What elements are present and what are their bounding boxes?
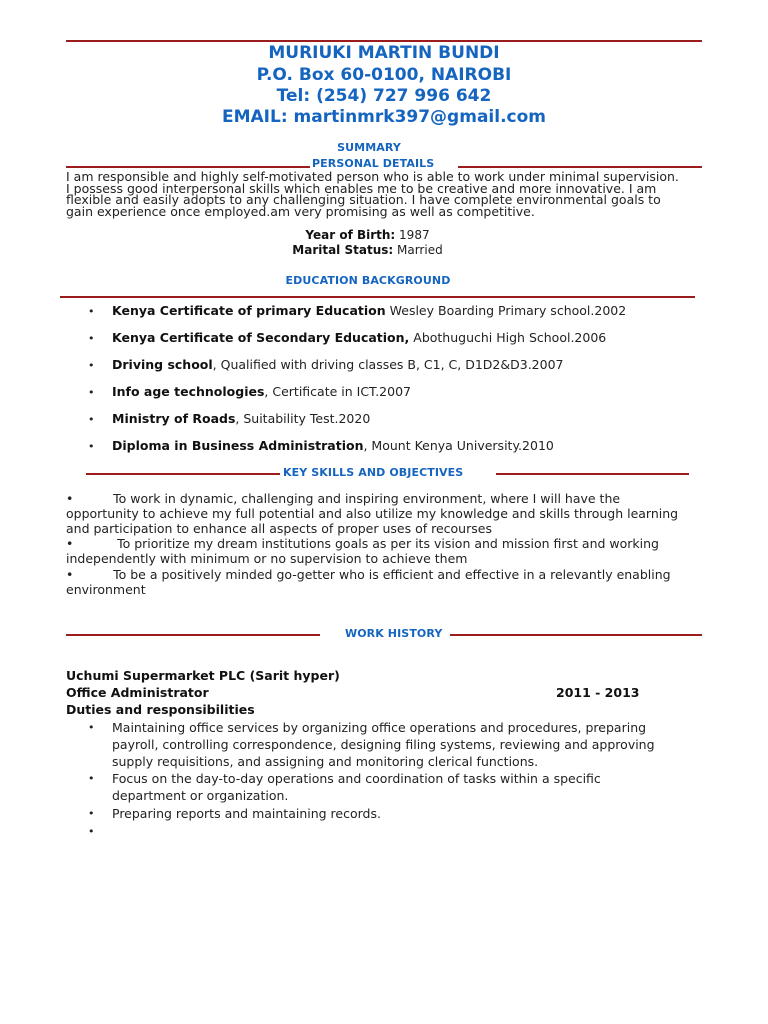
candidate-name: MURIUKI MARTIN BUNDI bbox=[268, 43, 500, 63]
company-name: Uchumi Supermarket PLC (Sarit hyper) bbox=[66, 668, 340, 683]
skill-item: • To be a positively minded go-getter who is efficient and effective in a relevantly enabling environment bbox=[66, 567, 671, 597]
header-top-rule bbox=[66, 40, 702, 42]
education-item: • Kenya Certificate of Secondary Education, Abothuguchi High School.2006 bbox=[88, 330, 607, 345]
skill-item: • To work in dynamic, challenging and inspiring environment, where I will have the opportunity to achieve my full potential and also utilize my knowledge and skills through learning and participation to enhance all aspects of proper uses of recourses bbox=[66, 491, 679, 536]
summary-paragraph bbox=[66, 171, 706, 217]
personal-details-heading: PERSONAL DETAILS bbox=[312, 157, 435, 170]
education-item: • Ministry of Roads, Suitability Test.2020 bbox=[88, 411, 371, 426]
duty-item: • Focus on the day-to-day operations and coordination of tasks within a specific department or organization. bbox=[88, 771, 601, 803]
marital-status bbox=[0, 243, 735, 257]
email[interactable]: EMAIL: martinmrk397@gmail.com bbox=[221, 107, 546, 127]
summary-line: I possess good interpersonal skills which enables me to be creative and more innovative. I am bbox=[66, 180, 657, 196]
summary-heading: SUMMARY bbox=[337, 141, 401, 154]
skills-heading: KEY SKILLS AND OBJECTIVES bbox=[283, 466, 464, 479]
work-rule-left bbox=[66, 634, 320, 636]
job-years: 2011 - 2013 bbox=[556, 685, 640, 700]
marital-status-value: Married bbox=[393, 243, 443, 257]
summary-line: I am responsible and highly self-motivated person who is able to work under minimal supervision. bbox=[66, 169, 679, 184]
skills-rule-left bbox=[86, 473, 280, 475]
summary-line: gain experience once employed.am very promising as well as competitive. bbox=[66, 203, 535, 219]
education-item: • Kenya Certificate of primary Education Wesley Boarding Primary school.2002 bbox=[88, 303, 627, 318]
education-item: • Driving school, Qualified with driving classes B, C1, C, D1D2&D3.2007 bbox=[88, 357, 564, 372]
education-item: • Diploma in Business Administration, Mount Kenya University.2010 bbox=[88, 438, 554, 453]
job-role: Office Administrator bbox=[66, 685, 209, 700]
skills-rule-right bbox=[496, 473, 689, 475]
work-rule-right bbox=[450, 634, 702, 636]
duties-heading: Duties and responsibilities bbox=[66, 702, 255, 717]
summary-line: flexible and easily adopts to any challenging situation. I have complete environmental goals to bbox=[66, 192, 661, 207]
education-heading: EDUCATION BACKGROUND bbox=[285, 274, 451, 287]
personal-details-rule-right bbox=[458, 166, 702, 168]
marital-status-label: Marital Status: bbox=[292, 243, 394, 257]
duty-item: • Preparing reports and maintaining records. bbox=[88, 806, 381, 821]
postal-address: P.O. Box 60-0100, NAIROBI bbox=[256, 65, 512, 85]
work-history-heading: WORK HISTORY bbox=[345, 627, 443, 640]
year-of-birth-label: Year of Birth: bbox=[305, 228, 396, 242]
education-rule bbox=[60, 296, 695, 298]
year-of-birth-value: 1987 bbox=[395, 228, 430, 242]
personal-details-rule-left bbox=[66, 166, 310, 168]
skill-item: • To prioritize my dream institutions goals as per its vision and mission first and working independently with minimum or no supervision to achieve them bbox=[66, 536, 659, 566]
education-item: • Info age technologies, Certificate in ICT.2007 bbox=[88, 384, 411, 399]
duty-item: • Maintaining office services by organizing office operations and procedures, preparing payroll, controlling correspondence, designing filing systems, reviewing and approving supply requisitions, and assigning and monitoring clerical functions. bbox=[88, 720, 655, 769]
year-of-birth bbox=[0, 228, 735, 242]
telephone: Tel: (254) 727 996 642 bbox=[276, 86, 492, 106]
